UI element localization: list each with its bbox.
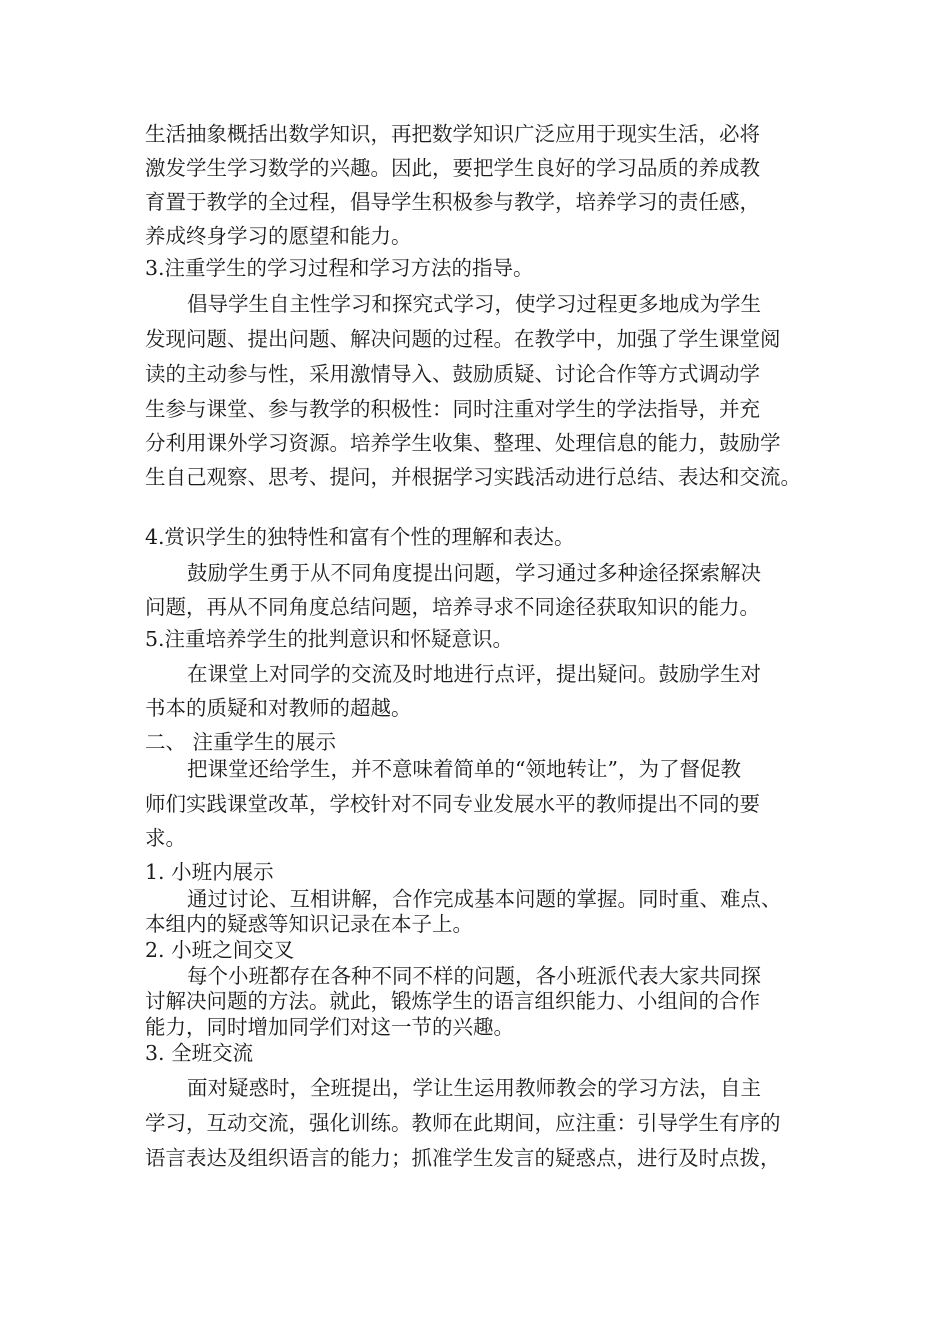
text-line: 分利用课外学习资源。培养学生收集、整理、处理信息的能力，鼓励学 — [145, 431, 781, 455]
text-line: 生参与课堂、参与教学的积极性：同时注重对学生的学法指导，并充 — [145, 397, 760, 421]
text-line: 本组内的疑惑等知识记录在本子上。 — [145, 912, 473, 936]
text-line: 讨解决问题的方法。就此，锻炼学生的语言组织能力、小组间的合作 — [145, 989, 760, 1013]
text-line: 学习，互动交流，强化训练。教师在此期间，应注重：引导学生有序的 — [145, 1111, 781, 1135]
text-line: 激发学生学习数学的兴趣。因此，要把学生良好的学习品质的养成教 — [145, 156, 760, 180]
text-line: 倡导学生自主性学习和探究式学习，使学习过程更多地成为学生 — [187, 292, 761, 316]
section-heading: 5.注重培养学生的批判意识和怀疑意识。 — [145, 627, 514, 651]
text-line: 育置于教学的全过程，倡导学生积极参与教学，培养学习的责任感， — [145, 190, 760, 214]
text-line: 生自己观察、思考、提问，并根据学习实践活动进行总结、表达和交流。 — [145, 465, 801, 489]
text-line: 读的主动参与性，采用激情导入、鼓励质疑、讨论合作等方式调动学 — [145, 362, 760, 386]
text-line: 发现问题、提出问题、解决问题的过程。在教学中，加强了学生课堂阅 — [145, 327, 781, 351]
text-line: 求。 — [145, 826, 186, 850]
text-line: 生活抽象概括出数学知识，再把数学知识广泛应用于现实生活，必将 — [145, 122, 760, 146]
subsection-heading: 1. 小班内展示 — [145, 860, 274, 884]
text-line: 养成终身学习的愿望和能力。 — [145, 224, 412, 248]
text-line: 在课堂上对同学的交流及时地进行点评，提出疑问。鼓励学生对 — [187, 662, 761, 686]
text-line: 通过讨论、互相讲解，合作完成基本问题的掌握。同时重、难点、 — [187, 887, 782, 911]
section-heading: 3.注重学生的学习过程和学习方法的指导。 — [145, 256, 534, 280]
chapter-heading: 二、 注重学生的展示 — [145, 730, 337, 754]
text-line: 语言表达及组织语言的能力；抓准学生发言的疑惑点，进行及时点拨， — [145, 1146, 781, 1170]
text-line: 把课堂还给学生，并不意味着简单的“领地转让”，为了督促教 — [187, 757, 741, 781]
text-line: 每个小班都存在各种不同不样的问题，各小班派代表大家共同探 — [187, 964, 761, 988]
text-line: 问题，再从不同角度总结问题，培养寻求不同途径获取知识的能力。 — [145, 595, 760, 619]
text-line: 书本的质疑和对教师的超越。 — [145, 696, 412, 720]
text-line: 鼓励学生勇于从不同角度提出问题，学习通过多种途径探索解决 — [187, 561, 761, 585]
text-line: 师们实践课堂改革，学校针对不同专业发展水平的教师提出不同的要 — [145, 792, 760, 816]
section-heading: 4.赏识学生的独特性和富有个性的理解和表达。 — [145, 525, 575, 549]
text-line: 能力，同时增加同学们对这一节的兴趣。 — [145, 1015, 514, 1039]
subsection-heading: 2. 小班之间交叉 — [145, 938, 295, 962]
subsection-heading: 3. 全班交流 — [145, 1041, 254, 1065]
text-line: 面对疑惑时，全班提出，学让生运用教师教会的学习方法，自主 — [187, 1076, 761, 1100]
